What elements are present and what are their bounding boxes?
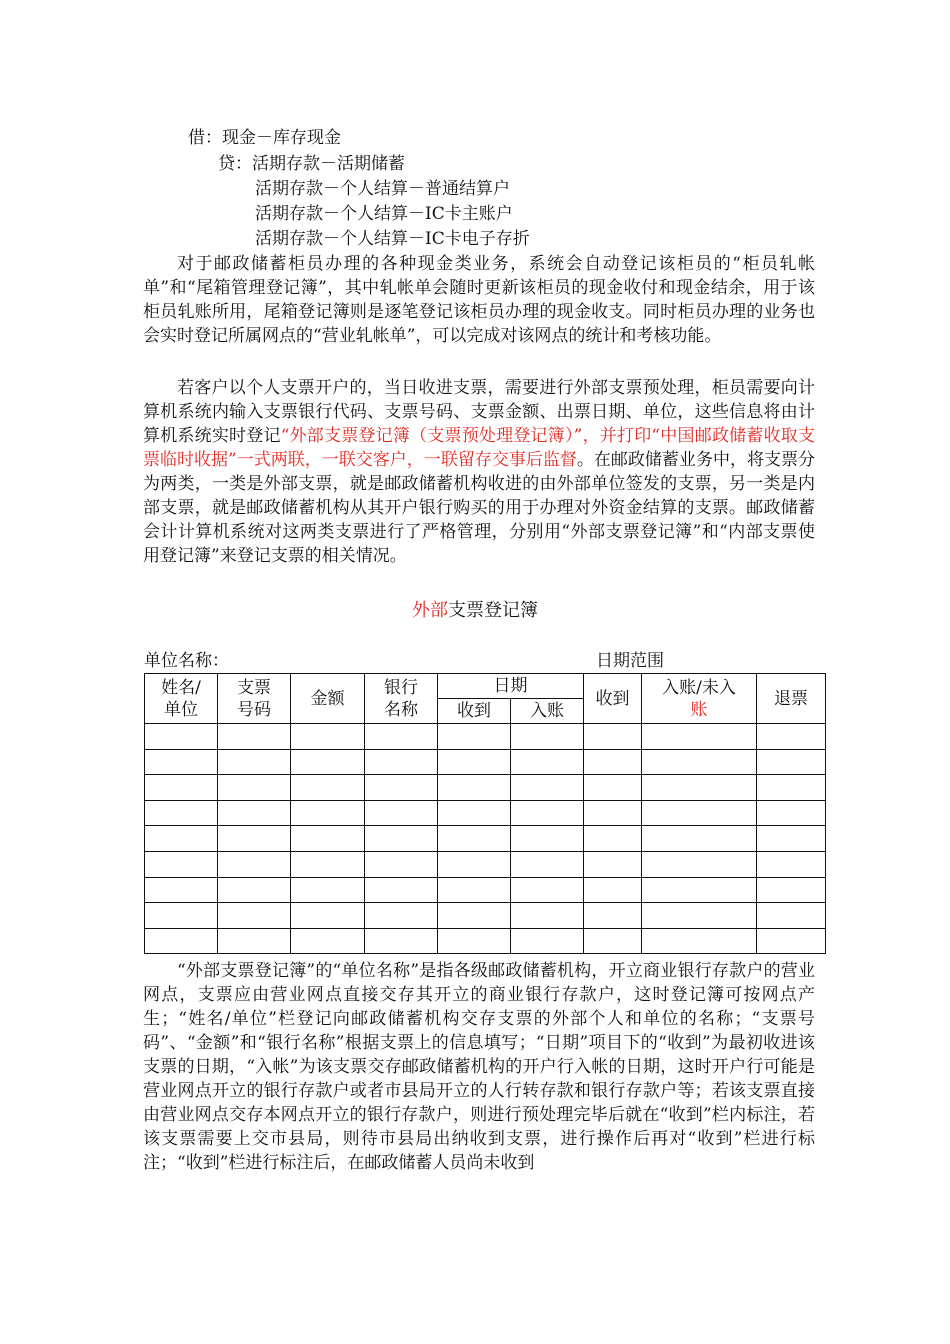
paragraph-check-highlight: “外部支票登记簿（支票预处理登记簿）”，并打印“中国邮政储蓄收取支票临时收据”一式两联，一联交客户，一联留存交事后监督 (143, 426, 815, 470)
table-cell (291, 877, 365, 903)
table-cell (218, 749, 291, 775)
external-check-ledger-table (144, 673, 826, 954)
header-credited-status: 入账/未入 账 (642, 674, 757, 724)
table-cell (145, 851, 218, 877)
table-cell (218, 800, 291, 826)
credit-entry-2: 活期存款－个人结算－普通结算户 (255, 179, 510, 199)
table-cell (511, 928, 584, 954)
table-cell (511, 724, 584, 750)
table-cell (145, 903, 218, 929)
table-cell (584, 800, 642, 826)
table-cell (218, 851, 291, 877)
ledger-title-red: 外部 (412, 600, 448, 621)
table-cell (757, 775, 826, 801)
table-cell (438, 851, 511, 877)
table-cell (438, 877, 511, 903)
table-cell (218, 903, 291, 929)
table-cell (218, 826, 291, 852)
table-cell (291, 826, 365, 852)
paragraph-ledger-explanation: “外部支票登记簿”的“单位名称”是指各级邮政储蓄机构，开立商业银行存款户的营业网点，支票应由营业网点直接交存其开立的商业银行存款户，这时登记簿可按网点产生；“姓名/单位”栏登记向邮政储蓄机构交存支票的外部个人和单位的名称；“支票号码”、“金额”和“银行名称”根据支票上的信息填写；“日期”项目下的“收到”为最初收进该支票的日期，“入帐”为该支票交存邮政储蓄机构的开户行入帐的日期，这时开户行可能是营业网点开立的银行存款户或者市县局开立的人行转存款和银行存款户等；若该支票直接由营业网点交存本网点开立的银行存款户，则进行预处理完毕后就在“收到”栏内标注，若该支票需要上交市县局，则待市县局出纳收到支票，进行操作后再对“收到”栏进行标注；“收到”栏进行标注后，在邮政储蓄人员尚未收到 (143, 961, 815, 1173)
table-cell (438, 724, 511, 750)
unit-name-label: 单位名称： (144, 651, 229, 671)
header-returned: 退票 (757, 674, 826, 724)
date-range-label: 日期范围 (596, 651, 664, 671)
table-cell (365, 928, 438, 954)
table-cell (365, 749, 438, 775)
table-cell (218, 877, 291, 903)
table-cell (642, 903, 757, 929)
table-cell (365, 851, 438, 877)
table-row (145, 851, 826, 877)
table-cell (757, 903, 826, 929)
table-cell (291, 903, 365, 929)
header-received: 收到 (584, 674, 642, 724)
credit-entry-3: 活期存款－个人结算－IC卡主账户 (255, 204, 513, 224)
table-cell (642, 851, 757, 877)
table-cell (291, 749, 365, 775)
header-date: 日期 (438, 674, 584, 699)
table-cell (642, 928, 757, 954)
table-cell (757, 749, 826, 775)
table-row (145, 724, 826, 750)
header-check-number: 支票 号码 (218, 674, 291, 724)
table-cell (145, 877, 218, 903)
table-cell (757, 877, 826, 903)
table-cell (757, 928, 826, 954)
table-cell (365, 877, 438, 903)
table-cell (218, 724, 291, 750)
table-row (145, 749, 826, 775)
credit-entry-1: 贷：活期存款－活期储蓄 (218, 154, 405, 174)
table-cell (511, 749, 584, 775)
table-cell (365, 724, 438, 750)
table-cell (511, 826, 584, 852)
table-row (145, 928, 826, 954)
table-cell (757, 724, 826, 750)
table-cell (365, 800, 438, 826)
credit-entry-4: 活期存款－个人结算－IC卡电子存折 (255, 229, 530, 249)
table-cell (438, 826, 511, 852)
table-cell (642, 800, 757, 826)
ledger-title (0, 599, 950, 623)
table-cell (291, 800, 365, 826)
ledger-body (145, 724, 826, 954)
table-cell (438, 749, 511, 775)
table-cell (145, 928, 218, 954)
paragraph-teller-ledger: 对于邮政储蓄柜员办理的各种现金类业务，系统会自动登记该柜员的“柜员轧帐单”和“尾箱管理登记簿”，其中轧帐单会随时更新该柜员的现金收付和现金结余，用于该柜员轧账所用，尾箱登记簿则是逐笔登记该柜员办理的现金收支。同时柜员办理的业务也会实时登记所属网点的“营业轧帐单”，可以完成对该网点的统计和考核功能。 (143, 254, 815, 346)
table-cell (584, 903, 642, 929)
header-date-credited: 入账 (511, 699, 584, 724)
table-cell (642, 749, 757, 775)
table-cell (291, 775, 365, 801)
paragraph-check-text-2: 。在邮政储蓄业务中，将支票分为两类，一类是外部支票，就是邮政储蓄机构收进的由外部单位签发的支票，另一类是内部支票，就是邮政储蓄机构从其开户银行购买的用于办理对外资金结算的支票。邮政储蓄会计计算机系统对这两类支票进行了严格管理，分别用“外部支票登记簿”和“内部支票使用登记簿”来登记支票的相关情况。 (143, 450, 815, 566)
table-cell (584, 928, 642, 954)
table-cell (438, 800, 511, 826)
table-cell (584, 826, 642, 852)
table-cell (145, 724, 218, 750)
table-cell (218, 928, 291, 954)
table-row (145, 877, 826, 903)
table-cell (511, 903, 584, 929)
table-cell (584, 877, 642, 903)
header-bank-name: 银行 名称 (365, 674, 438, 724)
header-amount: 金额 (291, 674, 365, 724)
header-name-unit: 姓名/ 单位 (145, 674, 218, 724)
table-cell (291, 928, 365, 954)
table-cell (438, 775, 511, 801)
table-row (145, 903, 826, 929)
table-cell (584, 775, 642, 801)
table-cell (584, 724, 642, 750)
table-cell (511, 775, 584, 801)
table-cell (584, 749, 642, 775)
debit-entry: 借：现金－库存现金 (188, 128, 341, 148)
table-cell (511, 800, 584, 826)
ledger-title-black: 支票登记簿 (448, 600, 538, 621)
table-cell (584, 851, 642, 877)
table-row (145, 826, 826, 852)
table-cell (438, 903, 511, 929)
table-cell (145, 826, 218, 852)
table-cell (642, 826, 757, 852)
header-date-received: 收到 (438, 699, 511, 724)
table-cell (642, 877, 757, 903)
table-cell (511, 877, 584, 903)
table-row (145, 775, 826, 801)
table-cell (365, 775, 438, 801)
table-cell (291, 851, 365, 877)
table-cell (145, 775, 218, 801)
table-cell (642, 724, 757, 750)
paragraph-check-processing (143, 376, 815, 568)
table-cell (145, 749, 218, 775)
table-cell (757, 800, 826, 826)
table-cell (145, 800, 218, 826)
table-cell (365, 826, 438, 852)
table-cell (365, 903, 438, 929)
table-cell (291, 724, 365, 750)
table-cell (642, 775, 757, 801)
table-cell (438, 928, 511, 954)
table-row (145, 800, 826, 826)
paragraph-check-text-1: 若客户以个人支票开户的，当日收进支票，需要进行外部支票预处理，柜员需要向计算机系统内输入支票银行代码、支票号码、支票金额、出票日期、单位，这些信息将由计算机系统实时登记 (143, 378, 815, 446)
table-cell (511, 851, 584, 877)
table-cell (757, 851, 826, 877)
table-cell (218, 775, 291, 801)
table-cell (757, 826, 826, 852)
